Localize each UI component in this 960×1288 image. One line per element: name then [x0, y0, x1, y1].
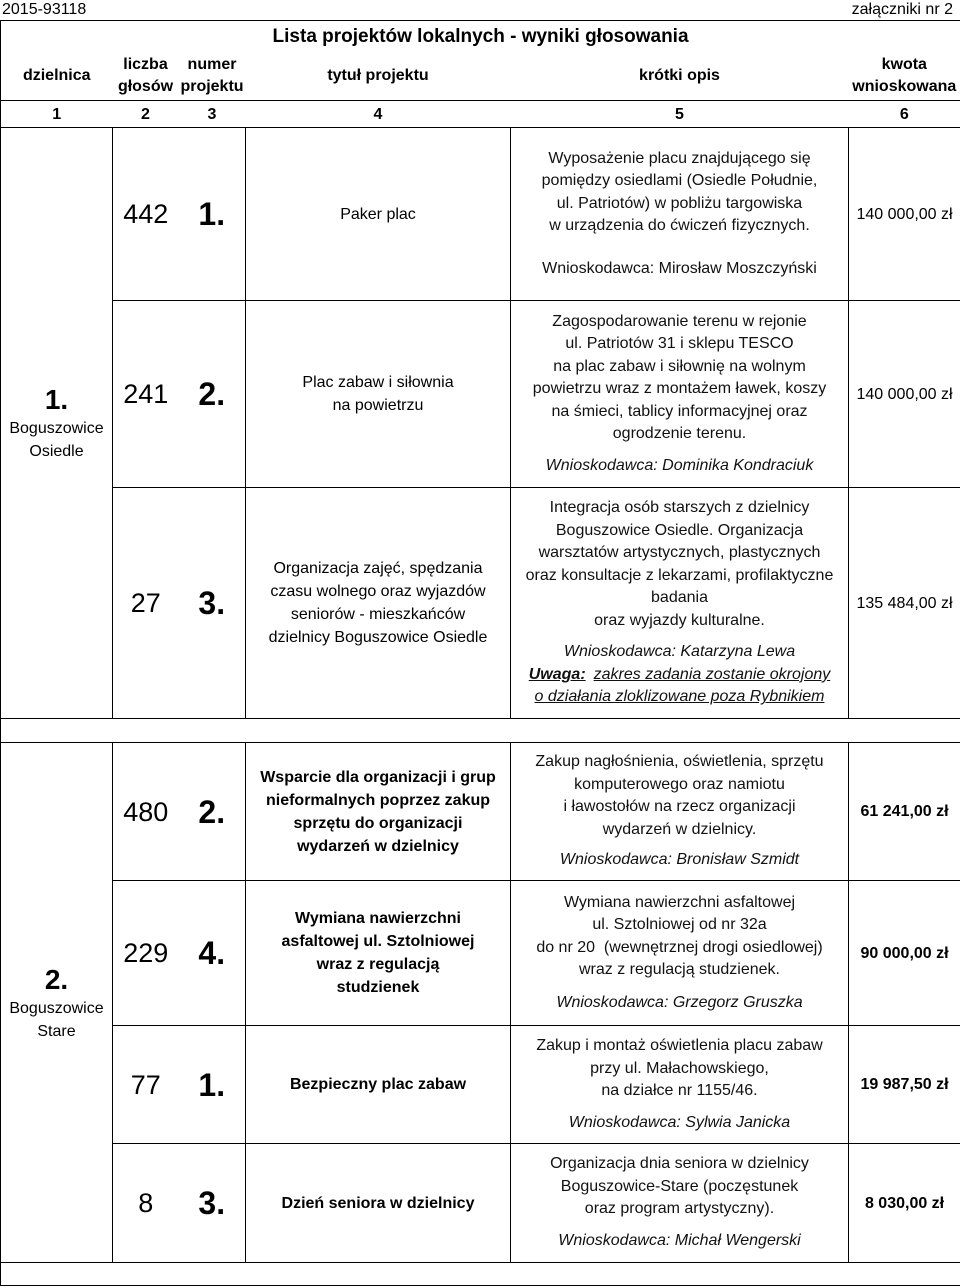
- requested-amount: 19 987,50 zł: [849, 1026, 960, 1144]
- description-line: Zagospodarowanie terenu w rejonie: [552, 312, 807, 330]
- project-title: [246, 743, 511, 881]
- description-line: na śmieci, tablicy informacyjnej oraz: [551, 402, 808, 420]
- column-number: 6: [849, 101, 960, 128]
- district-number: 2.: [44, 963, 69, 995]
- column-number: 2: [113, 101, 179, 128]
- votes-count: 27: [113, 488, 179, 719]
- project-title-line: sprzętu do organizacji: [293, 814, 463, 832]
- votes-count: 480: [113, 743, 179, 881]
- description-layout: [511, 488, 848, 718]
- description-line: na plac zabaw i siłownię na wolnym: [553, 357, 806, 375]
- description-footer: [542, 258, 817, 281]
- project-title-line: Organizacja zajęć, spędzania: [273, 560, 483, 577]
- votes-count: 241: [113, 301, 179, 488]
- applicant: Wnioskodawca: Sylwia Janicka: [568, 1113, 791, 1131]
- description-text: [550, 1153, 809, 1221]
- column-header-line: dzielnica: [22, 67, 91, 85]
- project-description: [511, 488, 849, 719]
- description-line: ul. Patriotów) w pobliżu targowiska: [556, 194, 803, 212]
- project-title-line: wraz z regulacją: [316, 956, 440, 973]
- project-description: [511, 743, 849, 881]
- description-line: warsztatów artystycznych, plastycznych: [538, 544, 821, 562]
- description-line: wraz z regulacją studzienek.: [579, 961, 780, 978]
- description-line: oraz wyjazdy kulturalne.: [594, 611, 765, 629]
- description-line: w urządzenia do ćwiczeń fizycznych.: [549, 217, 810, 235]
- note-line: [529, 664, 830, 687]
- note-text: zakres zadania zostanie okrojony: [593, 665, 831, 683]
- project-title-line: Wymiana nawierzchni: [295, 910, 461, 927]
- description-line: Wyposażenie placu znajdującego się: [548, 149, 811, 167]
- description-footer: [556, 992, 802, 1015]
- table-title: Lista projektów lokalnych - wyniki głosowania: [1, 21, 960, 53]
- votes-count: 8: [113, 1144, 179, 1263]
- project-row: [1, 1144, 960, 1263]
- description-line: Zakup nagłośnienia, oświetlenia, sprzętu: [535, 753, 824, 771]
- description-line: Boguszowice Osiedle. Organizacja: [555, 521, 804, 539]
- project-number: 2.: [179, 301, 246, 488]
- requested-amount: 135 484,00 zł: [849, 488, 960, 719]
- project-title: [246, 881, 511, 1026]
- column-header-votes: [113, 53, 179, 101]
- description-line: pomiędzy osiedlami (Osiedle Południe,: [541, 172, 818, 190]
- project-title: [246, 1026, 511, 1144]
- column-header-line: tytuł projektu: [327, 67, 429, 85]
- column-header-line: liczba: [123, 56, 168, 74]
- district-number: 1.: [44, 384, 69, 415]
- description-line: Organizacja dnia seniora w dzielnicy: [550, 1155, 809, 1173]
- project-title-line: nieformalnych poprzez zakup: [265, 791, 491, 809]
- description-layout: [511, 1144, 848, 1262]
- description-line: wydarzeń w dzielnicy.: [602, 820, 757, 838]
- description-text: [533, 311, 826, 446]
- applicant: Wnioskodawca: Dominika Kondraciuk: [545, 457, 814, 474]
- column-number: 3: [179, 101, 246, 128]
- project-number: 3.: [179, 488, 246, 719]
- column-header-line: projektu: [180, 78, 244, 96]
- description-layout: [511, 301, 848, 487]
- applicant: Wnioskodawca: Mirosław Moszczyński: [542, 259, 817, 277]
- project-number: 1.: [179, 1026, 246, 1144]
- description-footer: [560, 849, 799, 872]
- description-line: oraz program artystyczny).: [584, 1200, 775, 1218]
- project-description: [511, 128, 849, 301]
- column-number: 4: [246, 101, 511, 128]
- project-row: [1, 301, 960, 488]
- project-row: [1, 743, 960, 881]
- project-title-line: Paker plac: [340, 205, 416, 223]
- project-row: [1, 128, 960, 301]
- applicant: Wnioskodawca: Bronisław Szmidt: [559, 851, 800, 869]
- description-text: [536, 1035, 822, 1103]
- column-header-title: [246, 53, 511, 101]
- separator-cell: [1, 719, 960, 743]
- description-layout: [511, 881, 848, 1025]
- description-line: oraz konsultacje z lekarzami, profilaktyczne: [525, 566, 834, 584]
- column-number: 1: [1, 101, 113, 128]
- description-footer: [569, 1112, 790, 1135]
- votes-count: 442: [113, 128, 179, 301]
- project-title-line: na powietrzu: [332, 397, 424, 414]
- projects-table: [0, 20, 960, 1286]
- description-line: badania: [651, 589, 708, 607]
- project-number: 3.: [179, 1144, 246, 1263]
- description-line: Boguszowice-Stare (poczęstunek: [560, 1177, 799, 1195]
- applicant: Wnioskodawca: Michał Wengerski: [558, 1232, 801, 1250]
- applicant: Wnioskodawca: Katarzyna Lewa: [563, 643, 796, 661]
- votes-count: 229: [113, 881, 179, 1026]
- project-title-line: Wsparcie dla organizacji i grup: [260, 768, 496, 786]
- district-name-line: Boguszowice: [9, 999, 104, 1017]
- project-title-line: Plac zabaw i siłownia: [302, 374, 454, 391]
- district-name-line: Osiedle: [29, 443, 84, 460]
- description-text: [526, 497, 834, 632]
- project-number: 1.: [179, 128, 246, 301]
- column-header-line: numer: [187, 56, 237, 74]
- applicant: Wnioskodawca: Grzegorz Gruszka: [556, 994, 803, 1011]
- description-line: i ławostołów na rzecz organizacji: [563, 798, 796, 816]
- project-title-line: dzielnicy Boguszowice Osiedle: [268, 629, 488, 646]
- description-line: Zakup i montaż oświetlenia placu zabaw: [536, 1037, 823, 1054]
- footer-cell: [1, 1263, 960, 1286]
- column-headers-row: [1, 53, 960, 101]
- project-description: [511, 881, 849, 1026]
- project-description: [511, 301, 849, 488]
- description-layout: [511, 743, 848, 880]
- project-title: [246, 301, 511, 488]
- requested-amount: 8 030,00 zł: [849, 1144, 960, 1263]
- column-number: 5: [511, 101, 849, 128]
- description-line: ul. Sztolniowej od nr 32a: [592, 916, 767, 933]
- district-name-line: Stare: [37, 1022, 76, 1040]
- column-header-line: krótki opis: [639, 67, 720, 85]
- requested-amount: 90 000,00 zł: [849, 881, 960, 1026]
- district-cell: [1, 743, 113, 1263]
- document-id: 2015-93118: [2, 1, 87, 18]
- section-separator: [1, 719, 960, 743]
- note-continuation: o działania zloklizowane poza Rybnikiem: [534, 688, 825, 706]
- project-title-line: seniorów - mieszkańców: [290, 606, 466, 623]
- votes-count: 77: [113, 1026, 179, 1144]
- description-line: ul. Patriotów 31 i sklepu TESCO: [565, 335, 794, 352]
- attachment-label: załączniki nr 2: [851, 1, 953, 18]
- description-layout: [511, 1026, 848, 1143]
- description-line: ogrodzenie terenu.: [612, 425, 747, 442]
- project-title-line: Bezpieczny plac zabaw: [289, 1076, 467, 1093]
- requested-amount: 140 000,00 zł: [849, 301, 960, 488]
- project-row: [1, 1026, 960, 1144]
- project-title-line: Dzień seniora w dzielnicy: [281, 1194, 475, 1212]
- table-footer-row: [1, 1263, 960, 1286]
- project-description: [511, 1026, 849, 1144]
- column-header-line: głosów: [117, 78, 174, 96]
- column-header-line: kwota: [881, 56, 927, 74]
- project-row: [1, 488, 960, 719]
- description-footer: [529, 641, 830, 709]
- column-header-line: wnioskowana: [852, 78, 957, 96]
- description-line: przy ul. Małachowskiego,: [590, 1059, 769, 1077]
- project-title-line: asfaltowej ul. Sztolniowej: [281, 933, 475, 950]
- description-line: powietrzu wraz z montażem ławek, koszy: [532, 380, 827, 397]
- column-header-district: [1, 53, 113, 101]
- requested-amount: 61 241,00 zł: [849, 743, 960, 881]
- project-description: [511, 1144, 849, 1263]
- note-label: Uwaga:: [528, 665, 586, 683]
- column-header-description: [511, 53, 849, 101]
- project-title-line: studzienek: [336, 979, 420, 996]
- project-title: [246, 128, 511, 301]
- description-line: komputerowego oraz namiotu: [574, 775, 785, 793]
- document-header-bar: [0, 0, 960, 20]
- description-line: do nr 20 (wewnętrznej drogi osiedlowej): [536, 938, 823, 956]
- project-title: [246, 1144, 511, 1263]
- description-text: [535, 751, 823, 841]
- column-header-amount: [849, 53, 960, 101]
- description-line: na działce nr 1155/46.: [601, 1082, 758, 1099]
- description-text: [536, 892, 822, 982]
- column-header-project-number: [179, 53, 246, 101]
- district-cell: [1, 128, 113, 719]
- project-number: 4.: [179, 881, 246, 1026]
- description-line: Wymiana nawierzchni asfaltowej: [563, 893, 796, 911]
- project-title: [246, 488, 511, 719]
- description-footer: [546, 455, 814, 478]
- table-title-row: [1, 21, 960, 53]
- description-line: Integracja osób starszych z dzielnicy: [549, 499, 810, 517]
- project-number: 2.: [179, 743, 246, 881]
- description-layout: [511, 128, 848, 300]
- description-footer: [558, 1230, 800, 1253]
- project-title-line: czasu wolnego oraz wyjazdów: [270, 583, 486, 600]
- project-title-line: wydarzeń w dzielnicy: [297, 837, 459, 855]
- requested-amount: 140 000,00 zł: [849, 128, 960, 301]
- district-name-line: Boguszowice: [9, 420, 104, 437]
- description-text: [542, 148, 818, 238]
- column-numbers-row: [1, 101, 960, 128]
- project-row: [1, 881, 960, 1026]
